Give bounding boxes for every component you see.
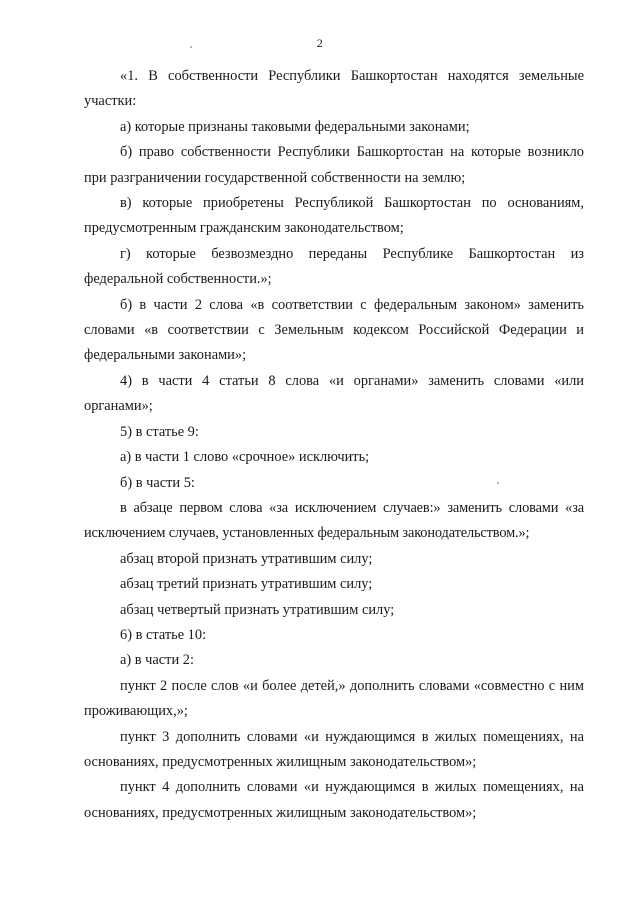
paragraph-amend-5b-para4: абзац четвертый признать утратившим силу;: [120, 601, 395, 618]
paragraph-amend-5b-para2: абзац второй признать утратившим силу;: [120, 550, 373, 567]
paragraph-amend-6a-point2: пункт 2 после слов «и более детей,» дополнить словами «совместно с ним проживающих,»;: [84, 677, 584, 720]
paragraph-amend-5b-para1: в абзаце первом слова «за исключением случаев:» заменить словами «за исключением случаев, установленных федеральным законодательством.»;: [84, 499, 584, 542]
document-body: [84, 64, 584, 826]
paragraph-amend-6a: а) в части 2:: [120, 652, 194, 669]
paragraph-amend-5b: б) в части 5:: [120, 474, 195, 491]
paragraph-amend-b-part2: б) в части 2 слова «в соответствии с федеральным законом» заменить словами «в соответствии с Земельным кодексом Российской Федерации и федеральными законами»;: [84, 296, 584, 364]
paragraph-amend-5b-para3: абзац третий признать утратившим силу;: [120, 576, 373, 593]
paragraph-amend-6a-point4: пункт 4 дополнить словами «и нуждающимся в жилых помещениях, на основаниях, предусмотренных жилищным законодательством»;: [84, 779, 584, 821]
paragraph-item-v: в) которые приобретены Республикой Башкортостан по основаниям, предусмотренным гражданским законодательством;: [84, 195, 584, 237]
page-number: 2: [316, 36, 324, 50]
paragraph-item-b: б) право собственности Республики Башкортостан на которые возникло при разграничении государственной собственности на землю;: [84, 144, 584, 186]
paragraph-land-plots-intro: «1. В собственности Республики Башкортостан находятся земельные участки:: [84, 68, 584, 110]
paragraph-amend-4-article8: 4) в части 4 статьи 8 слова «и органами» заменить словами «или органами»;: [84, 372, 584, 415]
paragraph-item-g: г) которые безвозмездно переданы Республике Башкортостан из федеральной собственности.»;: [84, 245, 584, 288]
paragraph-amend-5-article9: 5) в статье 9:: [120, 423, 199, 440]
paragraph-item-a: а) которые признаны таковыми федеральными законами;: [120, 118, 470, 135]
paragraph-amend-5a: а) в части 1 слово «срочное» исключить;: [120, 449, 370, 466]
paragraph-amend-6a-point3: пункт 3 дополнить словами «и нуждающимся в жилых помещениях, на основаниях, предусмотренных жилищным законодательством»;: [84, 728, 584, 770]
paragraph-amend-6-article10: 6) в статье 10:: [120, 626, 207, 643]
